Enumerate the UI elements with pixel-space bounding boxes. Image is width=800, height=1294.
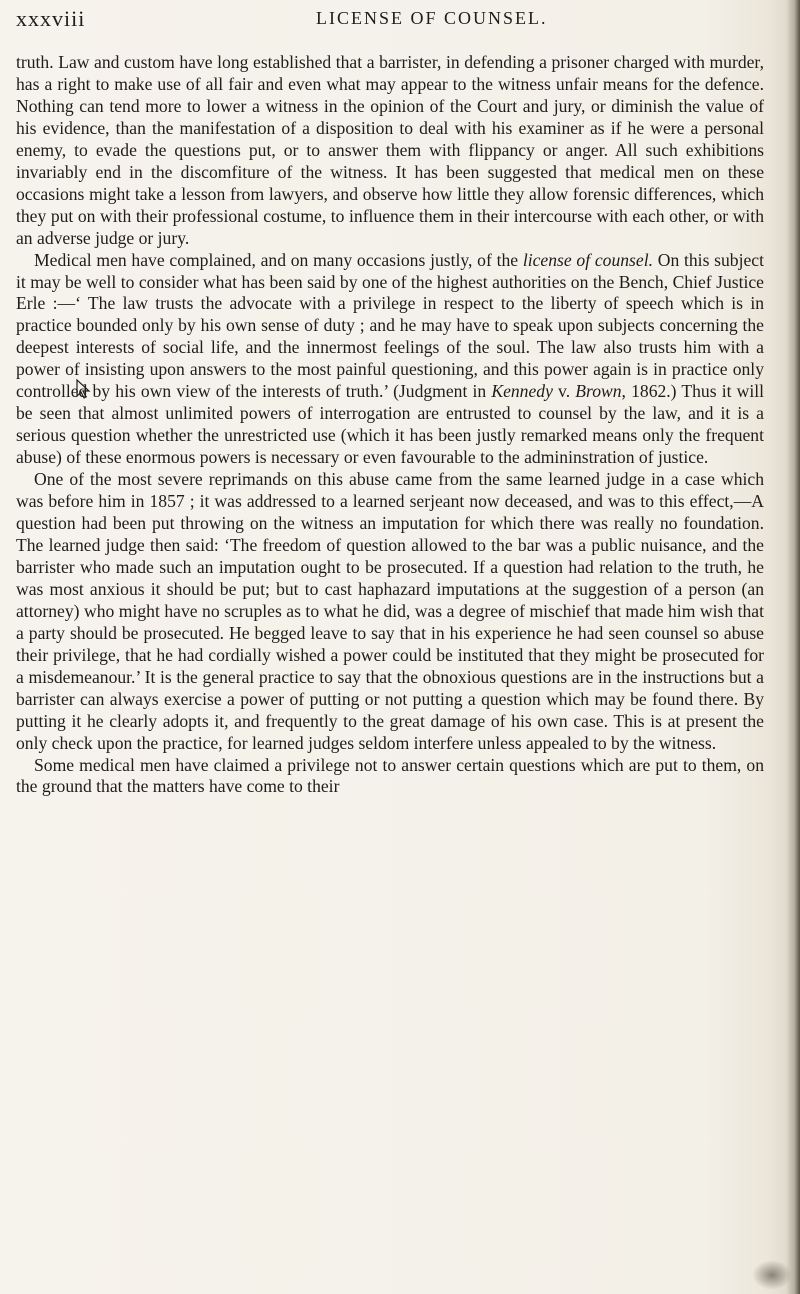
case-name-b: Brown: [575, 381, 622, 402]
page-edge-shadow: [786, 0, 800, 1294]
page-number: xxxviii: [16, 6, 86, 31]
paragraph-1: truth. Law and custom have long established that a barrister, in defending a prisoner charged with murder, has a right to make use of all fair and even what may appear to the witness unfair means for the defence. Nothing can tend more to lower a witness in the opinion of the Court and jury, or diminish the value of his evidence, than the manifestation of a disposition to deal with his examiner as if he were a personal enemy, to evade the questions put, or to answer them with flippancy or anger. All such exhibitions invariably end in the discomfiture of the witness. It has been suggested that medical men on these occasions might take a lesson from lawyers, and observe how little they allow forensic differences, which they put on with their professional costume, to influence them in their intercourse with each other, or with an adverse judge or jury.: [16, 52, 764, 248]
case-name-a: Kennedy: [491, 381, 553, 402]
p2-end: , 1862.) Thus it will be seen that almost unlimited powers of interrogation are entrusted to counsel by the law, and it is a serious question whether the unrestricted use (which it has been justly remarked means only the frequent abuse) of these enormous powers is necessary or even favourable to the admininstration of justice.: [16, 381, 765, 468]
running-title: LICENSE OF COUNSEL.: [316, 8, 548, 28]
body-text: [16, 52, 764, 798]
p2-start: Medical men have complained, and on many occasions justly, of the: [34, 249, 523, 270]
arrow-cursor-icon: [74, 378, 96, 405]
p2-italic-term: license of counsel.: [522, 249, 653, 270]
p2-middle: On this subject it may be well to consider what has been said by one of the highest authorities on the Bench, Chief Justice Erle :—‘ The law trusts the advocate with a privilege in respect to the liberty of speech which is in practice bounded only by his own sense of duty ; and he may have to speak upon subjects concerning the deepest interests of social life, and the innermost feelings of the soul. The law also trusts him with a power of insisting upon answers to the most painful questioning, and this power again is in practice only controlled by his own view of the interests of truth.’ (Judgment in: [16, 249, 764, 402]
paragraph-3: One of the most severe reprimands on this abuse came from the same learned judge in a case which was before him in 1857 ; it was addressed to a learned serjeant now deceased, and was to this effect,—A question had been put throwing on the witness an imputation for which there was really no foundation. The learned judge then said: ‘The freedom of question allowed to the bar was a public nuisance, and the barrister who made such an imputation ought to be prosecuted. If a question had relation to the truth, he was most anxious it should be put; but to cast haphazard imputations at the suggestion of a person (an attorney) who might have no scruples as to what he did, was a degree of mischief that made him wish that a party should be prosecuted. He begged leave to say that in his experience he had seen counsel so abuse their privilege, that he had cordially wished a power could be instituted that they might be prosecuted for a misdemeanour.’ It is the general practice to say that the obnoxious questions are in the instructions but a barrister can always exercise a power of putting or not putting a question which may be found there. By putting it he clearly adopts it, and frequently to the great damage of his own case. This is at present the only check upon the practice, for learned judges seldom interfere unless appealed to by the witness.: [16, 469, 764, 753]
corner-smudge: [752, 1260, 792, 1290]
page-header: [16, 6, 760, 36]
paragraph-4: Some medical men have claimed a privilege not to answer certain questions which are put to them, on the ground that the matters have come to their: [16, 754, 764, 797]
paragraph-2: [16, 250, 764, 470]
case-versus: v.: [552, 381, 576, 402]
